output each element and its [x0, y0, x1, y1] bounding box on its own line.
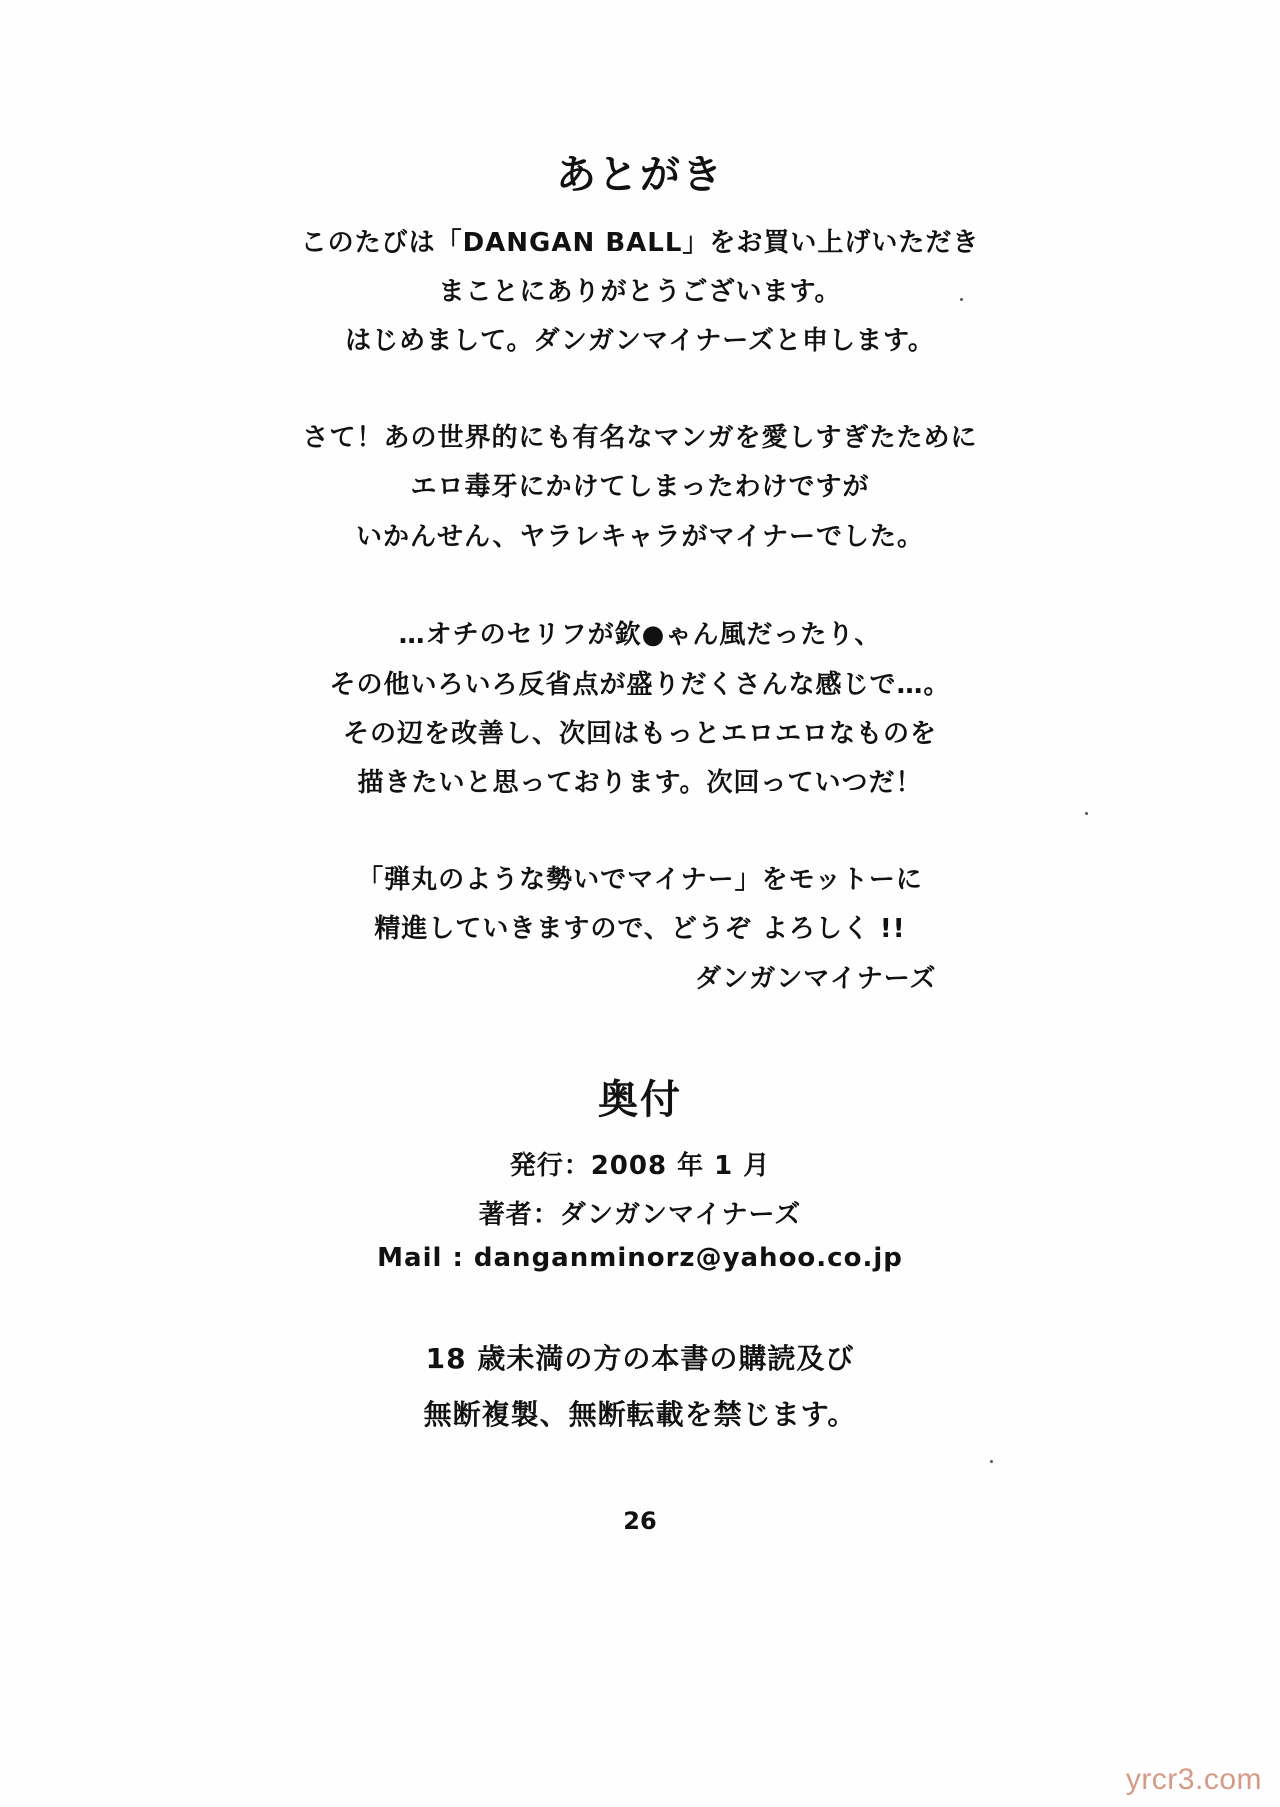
- scan-speck: [1085, 812, 1088, 815]
- afterword-signature: ダンガンマイナーズ: [695, 964, 937, 994]
- afterword-line: その他いろいろ反省点が盛りだくさんな感じで…。: [329, 670, 951, 700]
- afterword-line: さて！あの世界的にも有名なマンガを愛しすぎたために: [302, 423, 978, 453]
- colophon-warning-line: 無断複製、無断転載を禁じます。: [423, 1398, 857, 1431]
- scan-speck: [990, 1460, 993, 1463]
- colophon-author: 著者：ダンガンマイナーズ: [478, 1200, 802, 1230]
- afterword-line: 描きたいと思っております。次回っていつだ！: [357, 768, 923, 798]
- colophon-issued: 発行：2008 年 1 月: [509, 1151, 771, 1181]
- colophon-mail: Mail : danganminorz@yahoo.co.jp: [377, 1243, 903, 1273]
- page-number: 26: [623, 1507, 657, 1535]
- afterword-line: いかんせん、ヤラレキャラがマイナーでした。: [355, 522, 925, 552]
- afterword-line: エロ毒牙にかけてしまったわけですが: [410, 472, 870, 502]
- afterword-line: このたびは「DANGAN BALL」をお買い上げいただき: [300, 228, 980, 258]
- afterword-line: その辺を改善し、次回はもっとエロエロなものを: [342, 719, 937, 749]
- afterword-title: あとがき: [556, 152, 724, 198]
- colophon-warning-line: 18 歳未満の方の本書の購読及び: [425, 1342, 855, 1375]
- afterword-line: 精進していきますので、どうぞ よろしく !!: [374, 914, 906, 944]
- afterword-line: まことにありがとうございます。: [438, 277, 842, 307]
- afterword-line: はじめまして。ダンガンマイナーズと申します。: [345, 326, 935, 356]
- afterword-line: 「弾丸のような勢いでマイナー」をモットーに: [357, 865, 923, 895]
- watermark: yrcr3.com: [1125, 1763, 1262, 1796]
- scan-speck: [960, 298, 963, 301]
- colophon-title: 奥付: [598, 1077, 682, 1123]
- afterword-line: …オチのセリフが欽●ゃん風だったり、: [398, 620, 882, 650]
